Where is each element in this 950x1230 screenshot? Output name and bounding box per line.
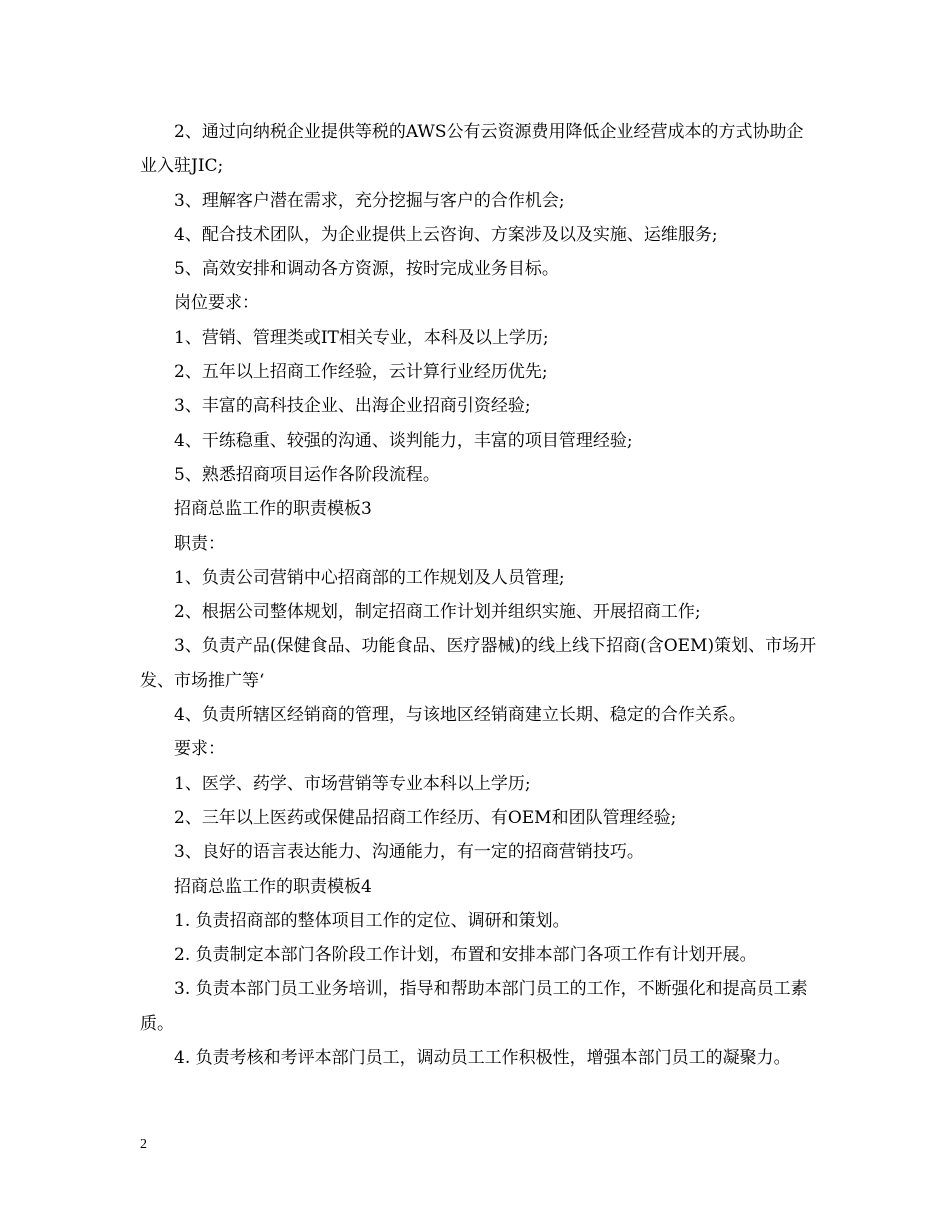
paragraph: 2、通过向纳税企业提供等税的AWS公有云资源费用降低企业经营成本的方式协助企业入驻JIC; [140,122,804,177]
paragraph: 1、负责公司营销中心招商部的工作规划及人员管理; [174,567,565,588]
paragraph: 1、医学、药学、市场营销等专业本科以上学历; [174,773,531,794]
paragraph: 5、熟悉招商项目运作各阶段流程。 [174,464,440,485]
section-heading: 职责： [174,533,225,554]
section-title: 招商总监工作的职责模板3 [174,499,372,520]
section-title: 招商总监工作的职责模板4 [174,876,372,897]
paragraph: 2. 负责制定本部门各阶段工作计划，布置和安排本部门各项工作有计划开展。 [174,945,757,966]
paragraph: 3、负责产品(保健食品、功能食品、医疗器械)的线上线下招商(含OEM)策划、市场开发、市场推广等‘ [140,636,817,691]
paragraph: 2、三年以上医药或保健品招商工作经历、有OEM和团队管理经验; [174,807,677,828]
paragraph: 3、丰富的高科技企业、出海企业招商引资经验; [174,396,531,417]
paragraph: 3. 负责本部门员工业务培训，指导和帮助本部门员工的工作，不断强化和提高员工素质。 [140,979,808,1034]
paragraph: 4. 负责考核和考评本部门员工，调动员工工作积极性，增强本部门员工的凝聚力。 [174,1048,791,1069]
paragraph: 1、营销、管理类或IT相关专业，本科及以上学历; [174,327,549,348]
page-number: 2 [140,1137,147,1152]
paragraph: 1. 负责招商部的整体项目工作的定位、调研和策划。 [174,910,570,931]
paragraph: 5、高效安排和调动各方资源，按时完成业务目标。 [174,259,559,280]
paragraph: 4、配合技术团队，为企业提供上云咨询、方案涉及以及实施、运维服务; [174,224,718,245]
paragraph: 4、干练稳重、较强的沟通、谈判能力，丰富的项目管理经验; [174,430,633,451]
paragraph: 2、五年以上招商工作经验，云计算行业经历优先; [174,362,548,383]
document-body [140,115,820,1075]
section-heading: 要求： [174,739,225,760]
paragraph: 4、负责所辖区经销商的管理，与该地区经销商建立长期、稳定的合作关系。 [174,705,746,726]
paragraph: 2、根据公司整体规划，制定招商工作计划并组织实施、开展招商工作; [174,602,701,623]
paragraph: 3、良好的语言表达能力、沟通能力，有一定的招商营销技巧。 [174,842,644,863]
paragraph: 3、理解客户潜在需求，充分挖掘与客户的合作机会; [174,190,565,211]
section-heading: 岗位要求： [174,293,259,314]
